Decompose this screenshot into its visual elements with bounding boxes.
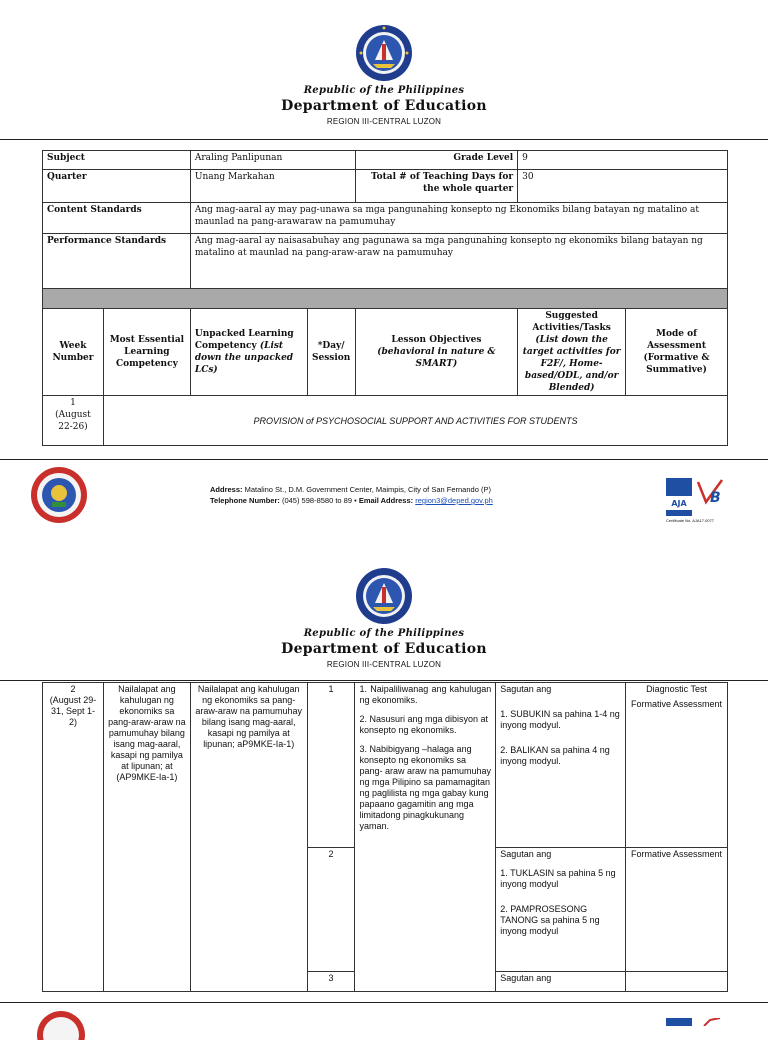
curriculum-info-table	[42, 150, 728, 446]
footer-divider	[0, 459, 768, 460]
deped-seal-icon	[355, 24, 413, 82]
session1-activity-a: 1. SUBUKIN sa pahina 1-4 ng inyong modyul.	[500, 709, 620, 730]
col-activities-title: Suggested Activities/Tasks	[532, 311, 611, 333]
week2-cell	[43, 683, 104, 992]
certificate-number: Certificate No. AJA17.0077	[666, 518, 715, 523]
week2-objectives	[355, 683, 496, 992]
phone-label: Telephone Number:	[210, 496, 280, 505]
content-standards-label: Content Standards	[43, 203, 191, 234]
footer-divider-page2	[0, 1002, 768, 1003]
week1-note: PROVISION of PSYCHOSOCIAL SUPPORT AND ACTIVITIES FOR STUDENTS	[103, 396, 727, 446]
deped-seal-icon-page2	[355, 567, 413, 625]
department-title-page2: Department of Education	[281, 641, 487, 657]
col-week-number: Week Number	[43, 309, 104, 396]
email-label: Email Address:	[358, 496, 414, 505]
header-divider-page2	[0, 680, 768, 681]
grade-label: Grade Level	[355, 151, 518, 170]
subject-label: Subject	[43, 151, 191, 170]
col-activities	[518, 309, 626, 396]
week1-number: 1	[70, 398, 76, 408]
session-2: 2	[307, 848, 355, 972]
region-line: REGION III-CENTRAL LUZON	[326, 117, 442, 126]
week2-melc: Nailalapat ang kahulugan ng ekonomiks sa pang-araw-araw na pamumuhay bilang isang mag-aaral, kasapi ng pamilya at lipunan; at (AP9MKE-Ia-1)	[103, 683, 190, 992]
region-line-page2: REGION III-CENTRAL LUZON	[326, 660, 442, 669]
gray-separator-row	[43, 289, 728, 309]
col-melc: Most Essential Learning Competency	[103, 309, 190, 396]
session1-assessment	[626, 683, 728, 848]
aja-certification-icon	[664, 476, 694, 518]
republic-line-page2: Republic of the Philippines	[303, 628, 465, 639]
objective-1: 1. Naipaliliwanag ang kahulugan ng ekonomiks.	[359, 684, 492, 705]
phone-value: (045) 598-8580 to 89	[281, 496, 353, 505]
objective-3: 3. Nabibigyang –halaga ang konsepto ng ekonomiks sa pang- araw araw na pamumuhay ng mga Pilipino sa pamamagitan ng paglilista ng mga gabay kung papaano gagamitin ang mga limitadong pinagkukunang yaman.	[359, 744, 492, 831]
days-label: Total # of Teaching Days for the whole quarter	[355, 170, 518, 203]
header-divider	[0, 139, 768, 140]
performance-standards-label: Performance Standards	[43, 234, 191, 289]
deped-footer-seal-icon-page2	[36, 1010, 86, 1040]
col-assessment: Mode of Assessment (Formative & Summative)	[626, 309, 728, 396]
session1-activities	[496, 683, 626, 848]
session1-assessment-b: Formative Assessment	[631, 699, 723, 709]
email-link[interactable]: region3@deped.gov.ph	[415, 496, 493, 505]
republic-line: Republic of the Philippines	[303, 85, 465, 96]
session3-assessment	[626, 972, 728, 992]
session2-activities	[496, 848, 626, 972]
week2-unpacked: Nailalapat ang kahulugan ng ekonomiks sa pang-araw-araw na pamumuhay bilang isang mag-aaral, kasapi ng pamilya at lipunan; aP9MKE-Ia-1)	[190, 683, 307, 992]
address-value: Matalino St., D.M. Government Center, Maimpis, City of San Fernando (P)	[244, 485, 491, 494]
col-objectives-note: (behavioral in nature & SMART)	[377, 347, 496, 369]
week2-dates: (August 29-31, Sept 1-2)	[49, 695, 97, 727]
session-3: 3	[307, 972, 355, 992]
session2-activity-a: 1. TUKLASIN sa pahina 5 ng inyong modyul	[500, 868, 616, 889]
col-unpacked-title: Unpacked Learning Competency	[194, 329, 294, 351]
aja-certification-icon-page2	[664, 1018, 728, 1026]
footer-address: Address: Matalino St., D.M. Government Center, Maimpis, City of San Fernando (P) Telephone Number: (045) 598-8580 to 89 • Email Address: region3@deped.gov.ph	[210, 485, 493, 505]
week1-dates: (August 22-26)	[55, 410, 91, 432]
session1-activity-b: 2. BALIKAN sa pahina 4 ng inyong modyul.	[500, 745, 610, 766]
address-label: Address:	[210, 485, 243, 494]
col-unpacked-note: (List down the unpacked LCs)	[194, 341, 294, 375]
col-objectives	[355, 309, 518, 396]
grade-value: 9	[518, 151, 728, 170]
session2-activities-head: Sagutan ang	[500, 849, 552, 859]
col-day-session: *Day/ Session	[307, 309, 355, 396]
col-unpacked	[190, 309, 307, 396]
subject-value: Araling Panlipunan	[190, 151, 355, 170]
content-standards-value: Ang mag-aaral ay may pag-unawa sa mga pangunahing konsepto ng Ekonomiks bilang batayan ng matalino at maunlad na pang-arawaraw na pamumuhay	[190, 203, 727, 234]
performance-standards-value: Ang mag-aaral ay naisasabuhay ang pagunawa sa mga pangunahing konsepto ng ekonomiks bilang batayan ng matalino at maunlad na pang-araw-araw na pamumuhay	[190, 234, 727, 289]
session2-activity-b: 2. PAMPROSESONG TANONG sa pahina 5 ng inyong modyul	[500, 904, 600, 936]
session1-assessment-a: Diagnostic Test	[646, 684, 707, 694]
week1-cell	[43, 396, 104, 446]
week2-number: 2	[70, 684, 76, 694]
session3-activities: Sagutan ang	[496, 972, 626, 992]
session2-assessment: Formative Assessment	[626, 848, 728, 972]
svg-text:B: B	[710, 490, 721, 506]
days-value: 30	[518, 170, 728, 203]
objective-2: 2. Nasusuri ang mga dibisyon at konsepto ng ekonomiks.	[359, 714, 489, 735]
session-1: 1	[307, 683, 355, 848]
deped-footer-seal-icon	[30, 466, 88, 524]
session1-activities-head: Sagutan ang	[500, 684, 552, 694]
col-objectives-title: Lesson Objectives	[391, 335, 482, 345]
department-title: Department of Education	[281, 98, 487, 114]
quarter-value: Unang Markahan	[190, 170, 355, 203]
week2-lesson-table	[42, 682, 728, 992]
quarter-label: Quarter	[43, 170, 191, 203]
col-activities-note: (List down the target activities for F2F/, Home-based/ODL, and/or Blended)	[522, 335, 621, 393]
iab-logo-icon	[696, 476, 728, 516]
svg-text:AJA: AJA	[671, 499, 687, 508]
